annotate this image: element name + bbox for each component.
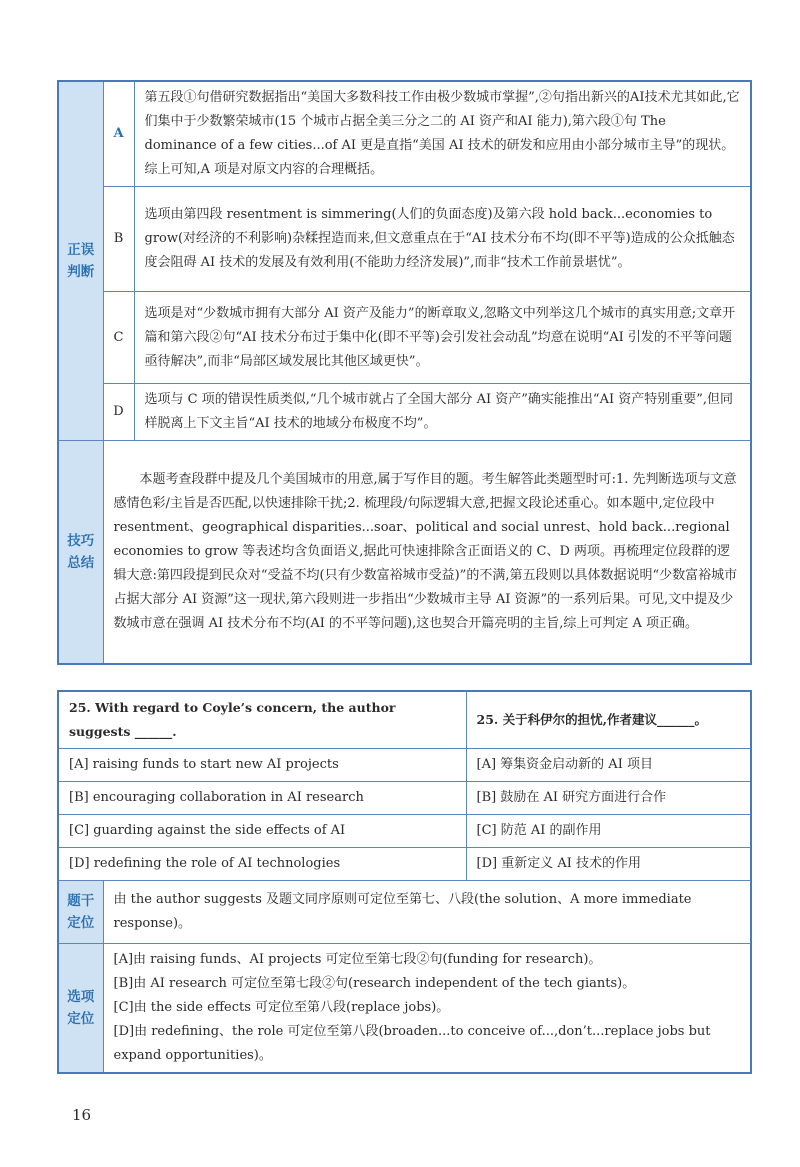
option-row	[58, 848, 751, 881]
option-locating-line: [C]由 the side effects 可定位至第八段(replace jobs)。	[113, 1000, 450, 1015]
option-en: [B] encouraging collaboration in AI research	[58, 782, 466, 815]
question-english: 25. With regard to Coyle’s concern, the author suggests ______.	[58, 691, 466, 749]
option-locating-line: [D]由 redefining、the role 可定位至第八段(broaden...to conceive of...,don’t...replace jobs but expand opportunities)。	[113, 1024, 711, 1063]
option-zh: [C] 防范 AI 的副作用	[466, 815, 751, 848]
option-zh: [D] 重新定义 AI 技术的作用	[466, 848, 751, 881]
table-row	[58, 81, 751, 187]
table-row	[58, 441, 751, 664]
option-locating-line: [A]由 raising funds、AI projects 可定位至第七段②句(funding for research)。	[113, 952, 602, 967]
option-analysis: 选项是对“少数城市拥有大部分 AI 资产及能力”的断章取义,忽略文中列举这几个城市的真实用意;文章开篇和第六段②句“AI 技术分布过于集中化(即不平等)会引发社会动乱”均意在说明“AI 引发的不平等问题亟待解决”,而非“局部区域发展比其他区域更快”。	[134, 292, 751, 384]
option-analysis: 选项与 C 项的错误性质类似,“几个城市就占了全国大部分 AI 资产”确实能推出“AI 资产特别重要”,但同样脱离上下文主旨“AI 技术的地域分布极度不均”。	[134, 384, 751, 441]
option-letter: A	[103, 81, 134, 187]
option-zh: [B] 鼓励在 AI 研究方面进行合作	[466, 782, 751, 815]
option-zh: [A] 筹集资金启动新的 AI 项目	[466, 749, 751, 782]
stem-locating: 由 the author suggests 及题文同序原则可定位至第七、八段(the solution、A more immediate response)。	[103, 881, 751, 944]
option-analysis: 第五段①句借研究数据指出“美国大多数科技工作由极少数城市掌握”,②句指出新兴的AI技术尤其如此,它们集中于少数繁荣城市(15 个城市占据全美三分之二的 AI 资产和AI 能力),第六段①句 The dominance of a few cities...of AI 更是直指“美国 AI 技术的研发和应用由小部分城市主导”的现状。综上可知,A 项是对原文内容的合理概括。	[134, 81, 751, 187]
option-en: [D] redefining the role of AI technologies	[58, 848, 466, 881]
stem-row	[58, 881, 751, 944]
section-label-stem: 题干定位	[58, 881, 103, 944]
option-row	[58, 782, 751, 815]
analysis-table	[57, 80, 752, 665]
option-en: [A] raising funds to start new AI projects	[58, 749, 466, 782]
option-row	[58, 815, 751, 848]
options-locating	[103, 944, 751, 1074]
table-row	[58, 292, 751, 384]
options-locating-row	[58, 944, 751, 1074]
page-number: 16	[72, 1106, 92, 1124]
option-row	[58, 749, 751, 782]
option-letter: B	[103, 187, 134, 292]
question-table	[57, 690, 752, 1074]
option-letter: C	[103, 292, 134, 384]
section-label-options: 选项定位	[58, 944, 103, 1074]
question-chinese: 25. 关于科伊尔的担忧,作者建议______。	[466, 691, 751, 749]
table-row	[58, 187, 751, 292]
section-label-correctness: 正误判断	[58, 81, 103, 441]
question-row	[58, 691, 751, 749]
section-label-tips: 技巧总结	[58, 441, 103, 664]
option-letter: D	[103, 384, 134, 441]
table-row	[58, 384, 751, 441]
option-analysis: 选项由第四段 resentment is simmering(人们的负面态度)及第六段 hold back...economies to grow(对经济的不利影响)杂糅捏造而来,但文意重点在于“AI 技术分布不均(即不平等)造成的公众抵触态度会阻碍 AI 技术的发展及有效利用(不能助力经济发展)”,而非“技术工作前景堪忧”。	[134, 187, 751, 292]
option-locating-line: [B]由 AI research 可定位至第七段②句(research independent of the tech giants)。	[113, 976, 636, 991]
tips-summary: 本题考查段群中提及几个美国城市的用意,属于写作目的题。考生解答此类题型时可:1. 先判断选项与文意感情色彩/主旨是否匹配,以快速排除干扰;2. 梳理段/句际逻辑大意,把握文段论述重心。如本题中,定位段中 resentment、geographical disparities...soar、political and social unrest、hold back...regional economies to grow 等表述均含负面语义,据此可快速排除含正面语义的 C、D 两项。再梳理定位段群的逻辑大意:第四段提到民众对“受益不均(只有少数富裕城市受益)”的不满,第五段则以具体数据说明“少数富裕城市占据大部分 AI 资源”这一现状,第六段则进一步指出“少数城市主导 AI 资源”的一系列后果。可见,文中提及少数城市意在强调 AI 技术分布不均(AI 的不平等问题),这也契合开篇亮明的主旨,综上可判定 A 项正确。	[103, 441, 751, 664]
option-en: [C] guarding against the side effects of AI	[58, 815, 466, 848]
